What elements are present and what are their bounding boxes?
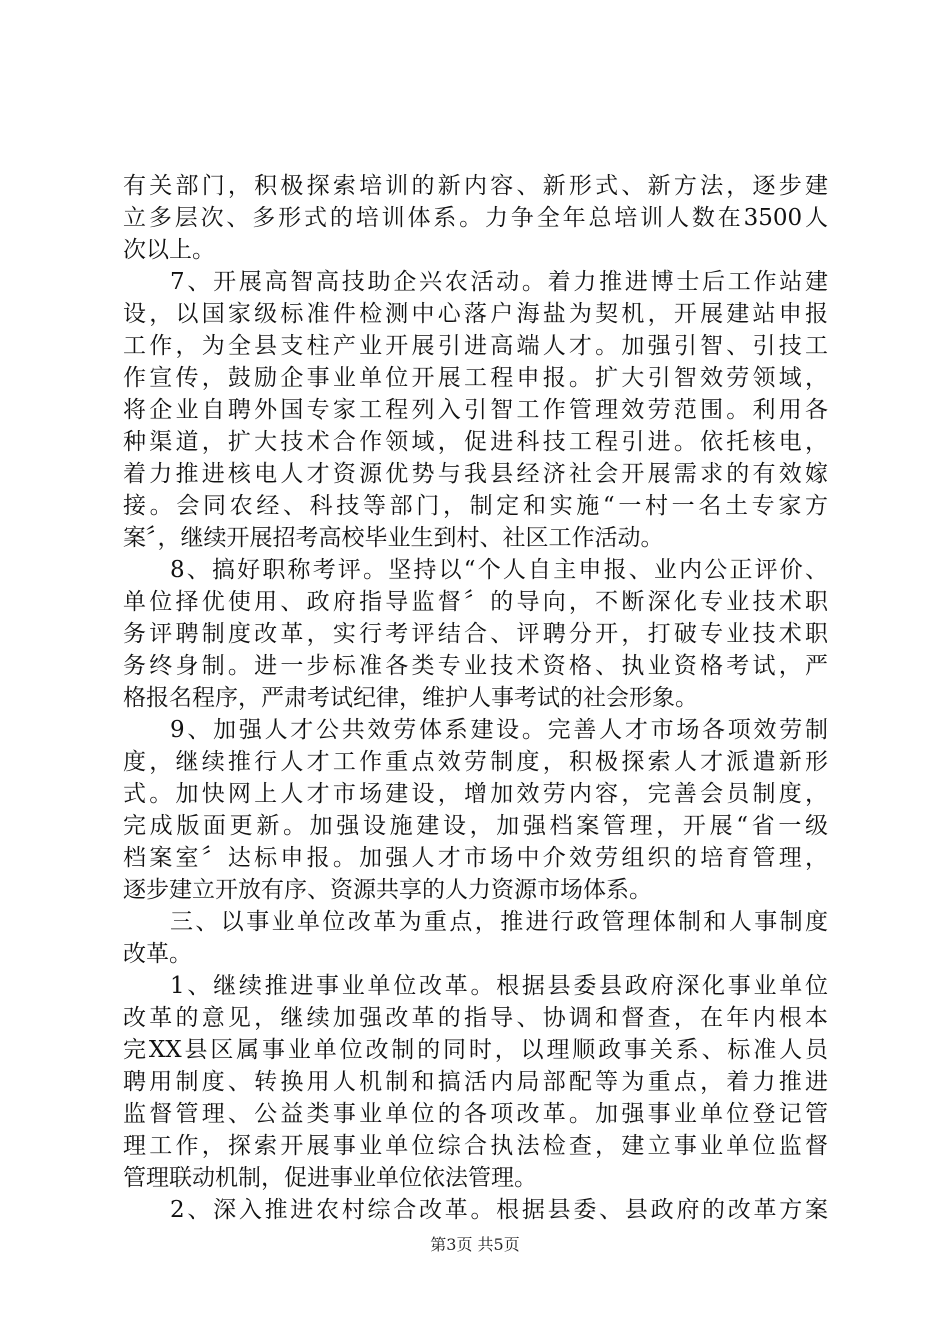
text-line: 9、加强人才公共效劳体系建设。完善人才市场各项效劳制 [170, 717, 828, 743]
text-line: 改革。 [123, 941, 192, 967]
text-line: 务评聘制度改革，实行考评结合、评聘分开，打破专业技术职 [123, 621, 828, 647]
text-line: 设，以国家级标准件检测中心落户海盐为契机，开展建站申报 [123, 301, 828, 327]
text-line: 立多层次、多形式的培训体系。力争全年总培训人数在3500人 [123, 205, 828, 231]
text-line: 将企业自聘外国专家工程列入引智工作管理效劳范围。利用各 [123, 397, 828, 423]
text-line: 案〞，继续开展招考高校毕业生到村、社区工作活动。 [123, 525, 664, 551]
text-line: 聘用制度、转换用人机制和搞活内局部配等为重点，着力推进 [123, 1069, 828, 1095]
text-line: 务终身制。进一步标准各类专业技术资格、执业资格考试，严 [123, 653, 828, 679]
page-footer: 第3页 共5页 [430, 1235, 520, 1254]
text-line: 1、继续推进事业单位改革。根据县委县政府深化事业单位 [170, 973, 828, 999]
text-line: 有关部门，积极探索培训的新内容、新形式、新方法，逐步建 [123, 173, 828, 199]
text-line: 理工作，探索开展事业单位综合执法检查，建立事业单位监督 [123, 1133, 828, 1159]
text-line: 档案室〞达标申报。加强人才市场中介效劳组织的培育管理， [123, 845, 828, 871]
text-line: 8、搞好职称考评。坚持以“个人自主申报、业内公正评价、 [170, 557, 828, 583]
text-line: 次以上。 [123, 237, 215, 263]
text-line: 种渠道，扩大技术合作领域，促进科技工程引进。依托核电， [123, 429, 828, 455]
text-line: 7、开展高智高技助企兴农活动。着力推进博士后工作站建 [170, 269, 828, 295]
text-line: 管理联动机制，促进事业单位依法管理。 [123, 1165, 537, 1191]
text-line: 监督管理、公益类事业单位的各项改革。加强事业单位登记管 [123, 1101, 828, 1127]
text-line: 度，继续推行人才工作重点效劳制度，积极探索人才派遣新形 [123, 749, 828, 775]
text-line: 改革的意见，继续加强改革的指导、协调和督查，在年内根本 [123, 1005, 828, 1031]
text-line: 格报名程序，严肃考试纪律，维护人事考试的社会形象。 [123, 685, 698, 711]
text-line: 三、以事业单位改革为重点，推进行政管理体制和人事制度 [170, 909, 828, 935]
text-line: 完XX县区属事业单位改制的同时，以理顺政事关系、标准人员 [123, 1037, 828, 1063]
text-line: 完成版面更新。加强设施建设，加强档案管理，开展“省一级 [123, 813, 828, 839]
text-line: 逐步建立开放有序、资源共享的人力资源市场体系。 [123, 877, 652, 903]
document-body [123, 170, 828, 1226]
text-line: 工作，为全县支柱产业开展引进高端人才。加强引智、引技工 [123, 333, 828, 359]
text-line: 式。加快网上人才市场建设，增加效劳内容，完善会员制度， [123, 781, 828, 807]
text-line: 2、深入推进农村综合改革。根据县委、县政府的改革方案 [170, 1197, 828, 1223]
text-line: 作宣传，鼓励企事业单位开展工程申报。扩大引智效劳领域， [123, 365, 828, 391]
text-line: 单位择优使用、政府指导监督〞的导向，不断深化专业技术职 [123, 589, 828, 615]
text-line: 着力推进核电人才资源优势与我县经济社会开展需求的有效嫁 [123, 461, 828, 487]
text-line: 接。会同农经、科技等部门，制定和实施“一村一名土专家方 [123, 493, 828, 519]
